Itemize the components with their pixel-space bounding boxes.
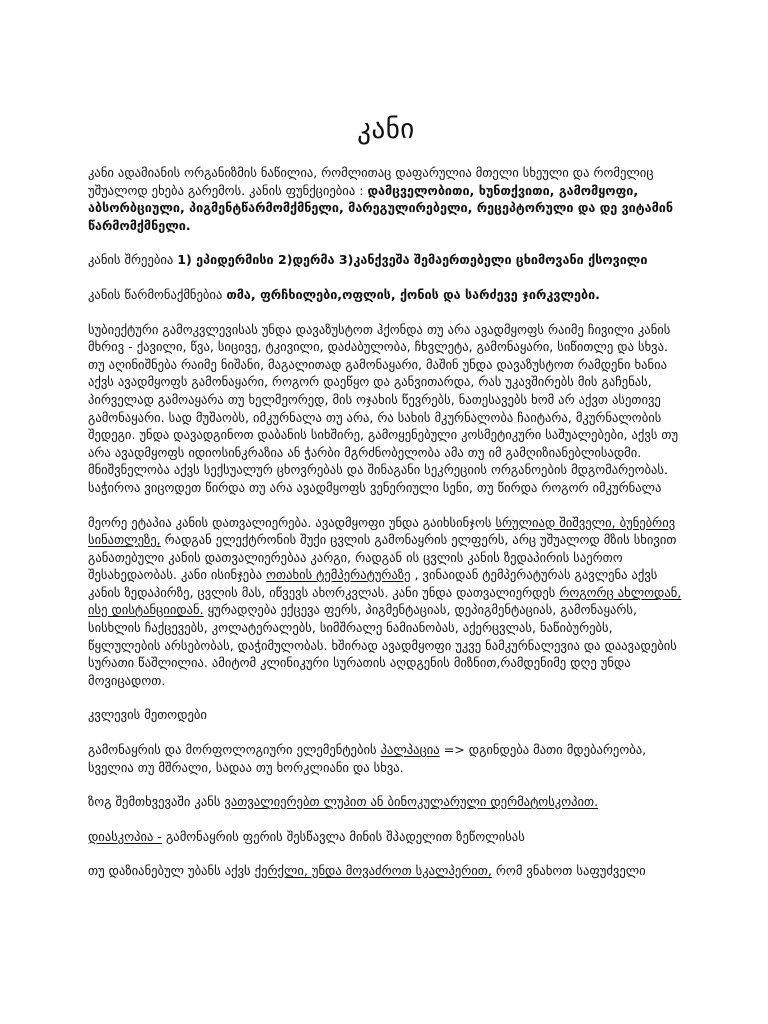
paragraph-palpation [88, 741, 684, 776]
text-run: სუბიექტური გამოკვლევისას უნდა დავაზუსტოთ ჰქონდა თუ არა ავადმყოფს რაიმე ჩივილი კანის მხრივ - ქავილი, წვა, სიცივე, ტკივილი, დაძაბულობა, ჩხვლეტა, გამონაყარი, სიწითლე და სხვა. თუ აღინიშნება რაიმე ნიშანი, მაგალითად გამონაყარი, მაშინ უნდა დავაზუსტოთ რამდენი ხანია აქვს ავადმყოფს გამონაყარი, როგორ დაეწყო და განვითარდა, რას უკავშირებს მის გაჩენას, პირველად გამოაყარა თუ ხელმეორედ, მის ოჯახის წევრებს, ნათესავებს ხომ არ აქვთ ასეთივე გამონაყარი. სად მუშაობს, იმკურნალა თუ არა, რა სახის მკურნალობა ჩაიტარა, მკურნალობის შედეგი. უნდა დავადგინოთ დაბანის სიხშირე, გამოყენებული კოსმეტიკური საშუალებები, აქვს თუ არა ავადმყოფს იდიოსინკრაზია ან ჭარბი მგრძნობელობა ამა თუ იმ გამღიზიანებლისადმი. მნიშვნელობა აქვს სექსუალურ ცხოვრებას და შინაგანი სეკრეციის ორგანოების მდგომარეობას. საჭიროა ვიცოდეთ წირდა თუ არა ავადმყოფს ვენერიული სენი, თუ წირდა როგორ იმკურნალა [88, 321, 679, 495]
text-run: გამონაყრის და მორფოლოგიური ელემენტების [88, 742, 381, 758]
underlined-text: დიასკოპია - [88, 828, 162, 844]
paragraph-diascopy [88, 828, 684, 846]
text-run: რომ ვნახოთ საფუძველი [491, 863, 646, 879]
text-run: მეორე ეტაპია კანის დათვალიერება. ავადმყოფი უნდა გაიხსინჯოს [88, 514, 496, 530]
text-run: ყურადღება ექცევა ფერს, პიგმენტაციას, დეპიგმენტაციას, გამონაყარს, სისხლის ჩაქცევებს, კოლატერალებს, სიმშრალე ნამიანობას, აქერცვლას, ნაწიბურებს, წყლულების არსებობას, დაჭიმულობას. ხშირად ავადმყოფი უკვე ნამკურნალევია და დაავადების სურათი წაშლილია. ამიტომ კლინიკური სურათის აღდგენის მიზნით,რამდენიმე დღე უნდა მოვიცადოთ. [88, 602, 677, 688]
text-run: ზოგ შემთხვევაში კანს [88, 794, 225, 810]
underlined-text: სრულიად შიშველი, ბუნებრივ სინათლეზე, [88, 514, 676, 548]
paragraph-skin-definition [88, 164, 684, 234]
document-page [88, 112, 684, 897]
underlined-text: ოთახის ტემპერატურაზე [266, 567, 411, 583]
document-title: კანი [357, 114, 415, 145]
text-run: , ვინაიდან ტემპერატურას გავლენა აქვს კანის ზედაპირზე, ცვლის მას, იწვევს ახორკვლას. კანი უნდა დათვალიერდეს [88, 567, 658, 600]
text-run: კანის წარმონაქმნებია [88, 286, 227, 302]
bold-text-layers: 1) ეპიდერმისი 2)დერმა 3)კანქვეშა შემაერთებელი ცხიმოვანი ქსოვილი [177, 252, 648, 268]
underlined-text: ქერქლი, უნდა მოვაძროთ სკალპერით, [254, 863, 492, 879]
text-run: რადგან ელექტრონის შუქი ცვლის გამონაყრის ელფერს, არც უშუალოდ მზის სხივით განათებული კანის დათვალიერებაა კარგი, რადგან ის ცვლის კანის ზედაპირის საერთო შესახედაობას. კანი ისინჯება [88, 532, 677, 583]
bold-text-functions: დამცველობითი, ხუნთქვითი, გამომყოფი, აბსორბციული, პიგმენტწარმომქმნელი, მარეგულირებელი, რეცეპტორული და დე ვიტამინ წარმომქმნელი. [88, 182, 673, 233]
paragraph-skin-layers [88, 251, 684, 269]
paragraph-subjective-examination [88, 321, 684, 497]
text-run: კანი ადამიანის ორგანიზმის ნაწილია, რომლითაც დაფარულია მთელი სხეული და რომელიც უშუალოდ ეხება გარემოს. კანის ფუნქციებია : [88, 165, 654, 198]
text-run: კანის შრეებია [88, 252, 178, 268]
underlined-text: ვათვალიერებთ ლუპით ან ბინოკულარული დერმატოსკოპით. [224, 794, 599, 810]
underlined-text: როგორც ახლოდან, ისე დისტანციიდან. [88, 584, 682, 618]
paragraph-inspection [88, 514, 684, 690]
paragraph-dermatoscopy [88, 793, 684, 811]
text-run: თუ დაზიანებულ უბანს აქვს [88, 863, 255, 879]
text-run: => დგინდება მათი მდებარეობა, სველია თუ მშრალი, სადაა თუ ხორკლიანი და სხვა. [88, 742, 647, 775]
bold-text-appendages: თმა, ფრჩხილები,ოფლის, ქონის და სარძევე ჯირკვლები. [226, 286, 600, 302]
text-run: გამონაყრის ფერის შესწავლა მინის შპადელით ზეწოლისას [161, 828, 525, 844]
underlined-text: პალპაცია [380, 742, 440, 758]
paragraph-skin-appendages [88, 286, 684, 304]
section-heading-methods [88, 706, 684, 724]
text-run: კვლევის მეთოდები [88, 707, 207, 723]
paragraph-scraping [88, 862, 684, 880]
